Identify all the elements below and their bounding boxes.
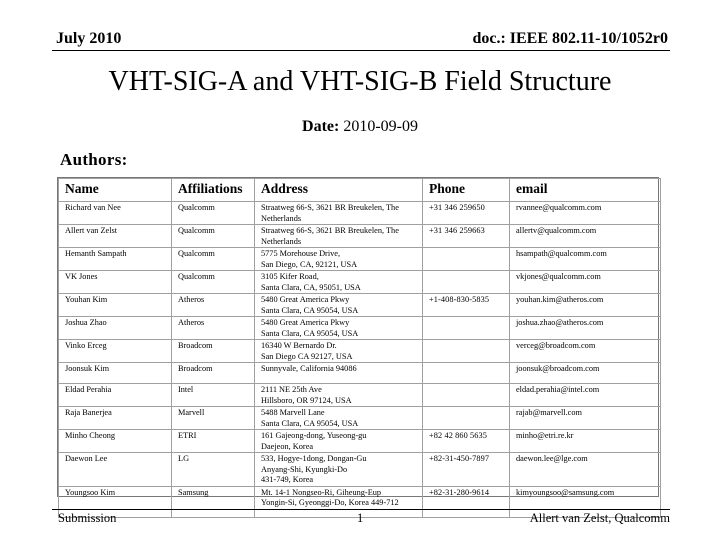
table-row xyxy=(59,363,661,384)
cell-address: Straatweg 66-S, 3621 BR Breukelen, The Netherlands xyxy=(255,225,423,248)
cell-address: Mt. 14-1 Nongseo-Ri, Giheung-Eup Yongin-Si, Gyeonggi-Do, Korea 449-712 xyxy=(255,486,423,517)
cell-email: youhan.kim@atheros.com xyxy=(510,294,661,317)
cell-affiliation: Intel xyxy=(172,384,255,407)
cell-email: rajab@marvell.com xyxy=(510,407,661,430)
cell-phone xyxy=(423,317,510,340)
cell-name: Youhan Kim xyxy=(59,294,172,317)
cell-email: allertv@qualcomm.com xyxy=(510,225,661,248)
cell-name: Vinko Erceg xyxy=(59,340,172,363)
cell-phone xyxy=(423,340,510,363)
cell-address: 16340 W Bernardo Dr. San Diego CA 92127, USA xyxy=(255,340,423,363)
header-doc-id: doc.: IEEE 802.11-10/1052r0 xyxy=(472,30,668,47)
authors-table xyxy=(58,178,661,518)
cell-phone: +31 346 259663 xyxy=(423,225,510,248)
cell-phone: +82-31-450-7897 xyxy=(423,453,510,487)
cell-affiliation: Qualcomm xyxy=(172,225,255,248)
column-header-address: Address xyxy=(255,179,423,202)
cell-email: hsampath@qualcomm.com xyxy=(510,248,661,271)
cell-address: 533, Hogye-1dong, Dongan-Gu Anyang-Shi, Kyungki-Do 431-749, Korea xyxy=(255,453,423,487)
table-row xyxy=(59,453,661,487)
column-header-phone: Phone xyxy=(423,179,510,202)
cell-address: 5480 Great America Pkwy Santa Clara, CA 95054, USA xyxy=(255,317,423,340)
date-label: Date: xyxy=(302,118,340,135)
slide-title: VHT-SIG-A and VHT-SIG-B Field Structure xyxy=(108,66,612,97)
header-rule xyxy=(52,50,670,51)
cell-address: 2111 NE 25th Ave Hillsboro, OR 97124, USA xyxy=(255,384,423,407)
cell-affiliation: LG xyxy=(172,453,255,487)
cell-name: Allert van Zelst xyxy=(59,225,172,248)
cell-name: Richard van Nee xyxy=(59,202,172,225)
cell-email: eldad.perahia@intel.com xyxy=(510,384,661,407)
column-header-affiliations: Affiliations xyxy=(172,179,255,202)
cell-affiliation: Qualcomm xyxy=(172,271,255,294)
date-value: 2010-09-09 xyxy=(339,118,418,135)
cell-name: Raja Banerjea xyxy=(59,407,172,430)
authors-table-frame xyxy=(57,177,659,508)
cell-affiliation: Atheros xyxy=(172,294,255,317)
cell-affiliation: Qualcomm xyxy=(172,202,255,225)
date-line xyxy=(0,118,720,136)
table-row xyxy=(59,430,661,453)
cell-phone xyxy=(423,248,510,271)
cell-email: joonsuk@broadcom.com xyxy=(510,363,661,384)
cell-affiliation: Samsung xyxy=(172,486,255,517)
cell-name: VK Jones xyxy=(59,271,172,294)
header-date: July 2010 xyxy=(56,30,122,47)
cell-address: 5480 Great America Pkwy Santa Clara, CA 95054, USA xyxy=(255,294,423,317)
cell-email: daewon.lee@lge.com xyxy=(510,453,661,487)
cell-name: Joshua Zhao xyxy=(59,317,172,340)
cell-affiliation: Atheros xyxy=(172,317,255,340)
cell-email: verceg@broadcom.com xyxy=(510,340,661,363)
cell-name: Minho Cheong xyxy=(59,430,172,453)
cell-phone xyxy=(423,271,510,294)
cell-address: Straatweg 66-S, 3621 BR Breukelen, The Netherlands xyxy=(255,202,423,225)
table-row xyxy=(59,384,661,407)
cell-affiliation: Qualcomm xyxy=(172,248,255,271)
cell-address: Sunnyvale, California 94086 xyxy=(255,363,423,384)
table-row xyxy=(59,225,661,248)
column-header-name: Name xyxy=(59,179,172,202)
table-row xyxy=(59,340,661,363)
authors-table-body xyxy=(59,202,661,518)
cell-phone: +82 42 860 5635 xyxy=(423,430,510,453)
footer-author: Allert van Zelst, Qualcomm xyxy=(529,511,670,525)
cell-affiliation: Marvell xyxy=(172,407,255,430)
cell-email: vkjones@qualcomm.com xyxy=(510,271,661,294)
footer-rule xyxy=(52,509,670,510)
table-row xyxy=(59,294,661,317)
cell-affiliation: Broadcom xyxy=(172,363,255,384)
footer-submission: Submission xyxy=(58,511,117,525)
column-header-email: email xyxy=(510,179,661,202)
cell-email: kimyoungsoo@samsung.com xyxy=(510,486,661,517)
table-row xyxy=(59,202,661,225)
cell-address: 3105 Kifer Road, Santa Clara, CA, 95051, USA xyxy=(255,271,423,294)
cell-email: minho@etri.re.kr xyxy=(510,430,661,453)
footer-page-number: 1 xyxy=(357,511,364,525)
cell-name: Joonsuk Kim xyxy=(59,363,172,384)
cell-phone xyxy=(423,407,510,430)
cell-name: Hemanth Sampath xyxy=(59,248,172,271)
table-row xyxy=(59,317,661,340)
table-row xyxy=(59,407,661,430)
table-row xyxy=(59,271,661,294)
cell-phone: +82-31-280-9614 xyxy=(423,486,510,517)
cell-name: Youngsoo Kim xyxy=(59,486,172,517)
cell-phone xyxy=(423,363,510,384)
cell-email: rvannee@qualcomm.com xyxy=(510,202,661,225)
cell-affiliation: ETRI xyxy=(172,430,255,453)
cell-address: 5488 Marvell Lane Santa Clara, CA 95054, USA xyxy=(255,407,423,430)
cell-email: joshua.zhao@atheros.com xyxy=(510,317,661,340)
cell-affiliation: Broadcom xyxy=(172,340,255,363)
cell-phone: +1-408-830-5835 xyxy=(423,294,510,317)
cell-phone xyxy=(423,384,510,407)
table-header-row xyxy=(59,179,661,202)
cell-name: Eldad Perahia xyxy=(59,384,172,407)
cell-address: 161 Gajeong-dong, Yuseong-gu Daejeon, Korea xyxy=(255,430,423,453)
table-row xyxy=(59,248,661,271)
cell-address: 5775 Morehouse Drive, San Diego, CA, 92121, USA xyxy=(255,248,423,271)
cell-name: Daewon Lee xyxy=(59,453,172,487)
authors-heading: Authors: xyxy=(60,150,128,169)
cell-phone: +31 346 259650 xyxy=(423,202,510,225)
